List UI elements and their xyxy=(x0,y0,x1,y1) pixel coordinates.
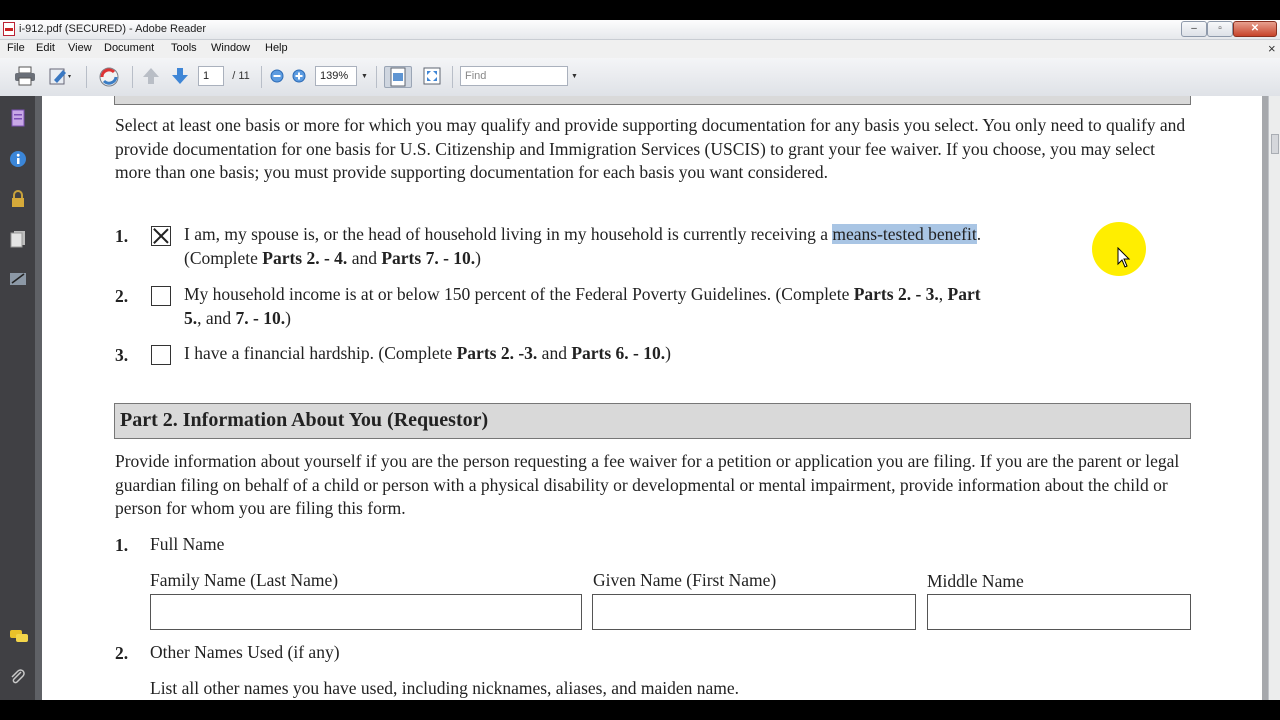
share-icon[interactable] xyxy=(95,66,123,88)
option-1-text-b: . xyxy=(976,224,982,244)
zoom-out-icon[interactable] xyxy=(268,66,286,88)
middle-name-field[interactable] xyxy=(927,594,1191,630)
menu-file[interactable]: File xyxy=(7,42,25,54)
option-3-number: 3. xyxy=(115,345,129,365)
zoom-dropdown-icon[interactable]: ▼ xyxy=(361,73,368,80)
option-1-parts-a: Parts 2. - 4. xyxy=(262,247,348,268)
option-2-text-a: My household income is at or below 150 percent of the Federal Poverty Guidelines. (Complete xyxy=(184,284,854,304)
option-3-mid: and xyxy=(537,343,572,363)
fit-page-icon[interactable] xyxy=(384,66,412,88)
find-input[interactable]: Find xyxy=(460,66,568,86)
option-2-mid1: , xyxy=(938,284,948,304)
document-close-icon[interactable]: × xyxy=(1268,41,1276,56)
family-name-field[interactable] xyxy=(150,594,582,630)
close-button[interactable]: ✕ xyxy=(1233,21,1277,37)
option-2-mid2: , and xyxy=(197,307,236,328)
next-page-icon[interactable] xyxy=(169,66,191,88)
full-screen-icon[interactable] xyxy=(420,66,444,88)
mouse-pointer-icon xyxy=(1117,247,1131,269)
signatures-icon[interactable] xyxy=(9,270,27,288)
option-3-text-a: I have a financial hardship. (Complete xyxy=(184,343,457,363)
toolbar xyxy=(0,58,1280,97)
option-2-part5: 5. xyxy=(184,307,198,328)
panel-splitter[interactable] xyxy=(35,96,42,700)
q2-label: Other Names Used (if any) xyxy=(150,642,340,662)
intro-paragraph: Select at least one basis or more for which you may qualify and provide supporting documentation for any basis you select. You only need to qualify and provide documentation for one basis for U.S. Citizenship and Immigration Services (USCIS) to grant your fee waiver. If you choose, you may select more than one basis; you must provide supporting documentation for each basis you want considered. xyxy=(115,115,1186,183)
paperclip-icon[interactable] xyxy=(9,668,27,686)
window-title: i-912.pdf (SECURED) - Adobe Reader xyxy=(19,23,207,35)
menu-tools[interactable]: Tools xyxy=(171,42,197,54)
part2-header-bar xyxy=(114,403,1191,439)
info-icon[interactable] xyxy=(9,150,27,168)
q1-number: 1. xyxy=(115,535,129,555)
family-name-label: Family Name (Last Name) xyxy=(150,570,339,590)
option-2-parts-c: 7. - 10. xyxy=(235,307,286,328)
edit-icon[interactable] xyxy=(47,66,75,88)
q1-label: Full Name xyxy=(150,534,225,554)
menu-document[interactable]: Document xyxy=(104,42,155,54)
option-1-post: ) xyxy=(475,247,481,268)
find-dropdown-icon[interactable]: ▼ xyxy=(571,73,578,80)
part1-header-bar xyxy=(114,96,1191,105)
option-1-text xyxy=(184,223,981,270)
option-1-number: 1. xyxy=(115,226,129,246)
part2-title: Part 2. Information About You (Requestor) xyxy=(120,409,489,431)
option-2-post: ) xyxy=(285,307,291,328)
option-2-parts-a: Parts 2. - 3. xyxy=(853,284,939,304)
zoom-level-select[interactable]: 139% xyxy=(315,66,357,86)
option-2-checkbox[interactable] xyxy=(151,286,171,306)
option-2-text xyxy=(184,283,981,330)
pdf-page xyxy=(42,96,1262,700)
option-1-parts-b: Parts 7. - 10. xyxy=(381,247,476,268)
minimize-button[interactable]: ‒ xyxy=(1181,21,1207,37)
vertical-scrollbar[interactable] xyxy=(1268,96,1280,700)
maximize-button[interactable]: ▫ xyxy=(1207,21,1233,37)
comments-icon[interactable] xyxy=(9,628,27,646)
page-total: / 11 xyxy=(232,70,250,82)
lock-icon[interactable] xyxy=(9,190,27,208)
middle-name-label: Middle Name xyxy=(927,571,1024,591)
navigation-panel xyxy=(0,96,36,700)
pdf-icon xyxy=(3,22,15,36)
option-1-mid: and xyxy=(347,247,382,268)
option-3-parts-b: Parts 6. - 10. xyxy=(571,343,666,363)
menu-view[interactable]: View xyxy=(68,42,92,54)
menu-help[interactable]: Help xyxy=(265,42,288,54)
option-2-number: 2. xyxy=(115,286,129,306)
option-1-checkbox[interactable] xyxy=(151,226,171,246)
zoom-in-icon[interactable] xyxy=(290,66,308,88)
option-1-line2-pre: (Complete xyxy=(184,247,263,268)
option-1-text-a: I am, my spouse is, or the head of household living in my household is currently receiving a xyxy=(184,224,833,244)
given-name-field[interactable] xyxy=(592,594,916,630)
means-tested-benefit-link[interactable]: means-tested benefit xyxy=(832,224,977,244)
menu-edit[interactable]: Edit xyxy=(36,42,55,54)
menu-bar xyxy=(0,40,1280,58)
q2-number: 2. xyxy=(115,643,129,663)
option-3-parts-a: Parts 2. -3. xyxy=(456,343,538,363)
option-2-parts-b: Part xyxy=(947,284,981,304)
print-icon[interactable] xyxy=(13,66,37,88)
option-3-checkbox[interactable] xyxy=(151,345,171,365)
option-3-text xyxy=(184,342,671,366)
previous-page-icon[interactable] xyxy=(140,66,162,88)
scrollbar-thumb[interactable] xyxy=(1271,134,1279,154)
pages-icon[interactable] xyxy=(9,109,27,127)
option-3-post: ) xyxy=(665,343,671,363)
bottom-border xyxy=(0,700,1280,720)
attachments-page-icon[interactable] xyxy=(9,230,27,248)
given-name-label: Given Name (First Name) xyxy=(593,570,777,590)
part2-intro-paragraph: Provide information about yourself if you are the person requesting a fee waiver for a petition or application you are filing. If you are the parent or legal guardian filing on behalf of a child or person with a physical disability or developmental or mental impairment, provide information about the child or person for whom you are filing this form. xyxy=(115,451,1180,519)
page-number-input[interactable]: 1 xyxy=(198,66,224,86)
q2-text: List all other names you have used, including nicknames, aliases, and maiden name. xyxy=(150,678,740,698)
menu-window[interactable]: Window xyxy=(211,42,251,54)
title-bar xyxy=(0,20,1280,40)
